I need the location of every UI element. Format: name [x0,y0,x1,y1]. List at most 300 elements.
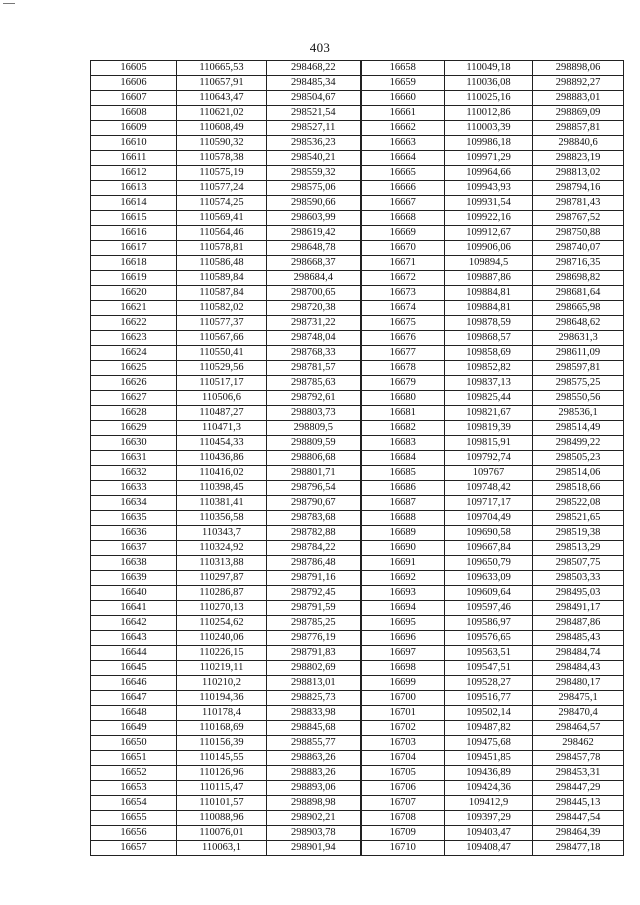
point-number-cell: 16654 [91,796,177,811]
x-coordinate-cell: 109667,84 [445,541,533,556]
coordinates-table-body [91,61,624,856]
y-coordinate-cell: 298648,78 [267,241,361,256]
point-number-cell: 16642 [91,616,177,631]
x-coordinate-cell: 110586,48 [177,256,267,271]
y-coordinate-cell: 298684,4 [267,271,361,286]
x-coordinate-cell: 110529,56 [177,361,267,376]
point-number-cell: 16617 [91,241,177,256]
y-coordinate-cell: 298477,18 [533,841,624,856]
table-row [91,751,624,766]
point-number-cell: 16622 [91,316,177,331]
x-coordinate-cell: 110254,62 [177,616,267,631]
table-row [91,601,624,616]
y-coordinate-cell: 298499,22 [533,436,624,451]
y-coordinate-cell: 298447,29 [533,781,624,796]
x-coordinate-cell: 110577,37 [177,316,267,331]
point-number-cell: 16668 [361,211,445,226]
point-number-cell: 16641 [91,601,177,616]
y-coordinate-cell: 298786,48 [267,556,361,571]
x-coordinate-cell: 109964,66 [445,166,533,181]
table-row [91,106,624,121]
x-coordinate-cell: 109397,29 [445,811,533,826]
table-row [91,781,624,796]
x-coordinate-cell: 109748,42 [445,481,533,496]
x-coordinate-cell: 109475,68 [445,736,533,751]
table-row [91,511,624,526]
point-number-cell: 16660 [361,91,445,106]
point-number-cell: 16687 [361,496,445,511]
y-coordinate-cell: 298792,61 [267,391,361,406]
point-number-cell: 16644 [91,646,177,661]
point-number-cell: 16683 [361,436,445,451]
y-coordinate-cell: 298590,66 [267,196,361,211]
y-coordinate-cell: 298783,68 [267,511,361,526]
point-number-cell: 16618 [91,256,177,271]
point-number-cell: 16649 [91,721,177,736]
y-coordinate-cell: 298487,86 [533,616,624,631]
y-coordinate-cell: 298898,06 [533,61,624,76]
x-coordinate-cell: 109704,49 [445,511,533,526]
table-row [91,496,624,511]
point-number-cell: 16684 [361,451,445,466]
point-number-cell: 16610 [91,136,177,151]
table-row [91,391,624,406]
y-coordinate-cell: 298768,33 [267,346,361,361]
table-row [91,526,624,541]
table-row [91,796,624,811]
x-coordinate-cell: 110049,18 [445,61,533,76]
y-coordinate-cell: 298484,74 [533,646,624,661]
y-coordinate-cell: 298791,16 [267,571,361,586]
x-coordinate-cell: 110454,33 [177,436,267,451]
y-coordinate-cell: 298464,39 [533,826,624,841]
point-number-cell: 16663 [361,136,445,151]
x-coordinate-cell: 110226,15 [177,646,267,661]
y-coordinate-cell: 298536,23 [267,136,361,151]
point-number-cell: 16697 [361,646,445,661]
y-coordinate-cell: 298801,71 [267,466,361,481]
table-row [91,376,624,391]
x-coordinate-cell: 109868,57 [445,331,533,346]
y-coordinate-cell: 298796,54 [267,481,361,496]
point-number-cell: 16682 [361,421,445,436]
y-coordinate-cell: 298648,62 [533,316,624,331]
y-coordinate-cell: 298503,33 [533,571,624,586]
point-number-cell: 16658 [361,61,445,76]
y-coordinate-cell: 298559,32 [267,166,361,181]
y-coordinate-cell: 298462 [533,736,624,751]
point-number-cell: 16611 [91,151,177,166]
x-coordinate-cell: 110416,02 [177,466,267,481]
table-row [91,586,624,601]
point-number-cell: 16699 [361,676,445,691]
y-coordinate-cell: 298809,5 [267,421,361,436]
x-coordinate-cell: 110608,49 [177,121,267,136]
x-coordinate-cell: 109821,67 [445,406,533,421]
table-row [91,286,624,301]
point-number-cell: 16628 [91,406,177,421]
point-number-cell: 16677 [361,346,445,361]
x-coordinate-cell: 109563,51 [445,646,533,661]
point-number-cell: 16705 [361,766,445,781]
x-coordinate-cell: 109586,97 [445,616,533,631]
y-coordinate-cell: 298611,09 [533,346,624,361]
x-coordinate-cell: 110587,84 [177,286,267,301]
point-number-cell: 16665 [361,166,445,181]
table-row [91,676,624,691]
x-coordinate-cell: 109609,64 [445,586,533,601]
x-coordinate-cell: 110219,11 [177,661,267,676]
point-number-cell: 16701 [361,706,445,721]
x-coordinate-cell: 110012,86 [445,106,533,121]
table-row [91,466,624,481]
coordinates-table [90,60,624,856]
table-row [91,811,624,826]
table-row [91,256,624,271]
x-coordinate-cell: 109436,89 [445,766,533,781]
y-coordinate-cell: 298550,56 [533,391,624,406]
point-number-cell: 16650 [91,736,177,751]
y-coordinate-cell: 298521,54 [267,106,361,121]
x-coordinate-cell: 110313,88 [177,556,267,571]
x-coordinate-cell: 109906,06 [445,241,533,256]
point-number-cell: 16708 [361,811,445,826]
x-coordinate-cell: 109576,65 [445,631,533,646]
x-coordinate-cell: 109717,17 [445,496,533,511]
y-coordinate-cell: 298903,78 [267,826,361,841]
table-row [91,706,624,721]
y-coordinate-cell: 298794,16 [533,181,624,196]
x-coordinate-cell: 110436,86 [177,451,267,466]
point-number-cell: 16709 [361,826,445,841]
y-coordinate-cell: 298863,26 [267,751,361,766]
y-coordinate-cell: 298514,49 [533,421,624,436]
y-coordinate-cell: 298785,25 [267,616,361,631]
y-coordinate-cell: 298716,35 [533,256,624,271]
x-coordinate-cell: 110487,27 [177,406,267,421]
y-coordinate-cell: 298464,57 [533,721,624,736]
point-number-cell: 16633 [91,481,177,496]
y-coordinate-cell: 298447,54 [533,811,624,826]
x-coordinate-cell: 109943,93 [445,181,533,196]
point-number-cell: 16706 [361,781,445,796]
x-coordinate-cell: 110569,41 [177,211,267,226]
point-number-cell: 16671 [361,256,445,271]
y-coordinate-cell: 298720,38 [267,301,361,316]
x-coordinate-cell: 110471,3 [177,421,267,436]
point-number-cell: 16696 [361,631,445,646]
x-coordinate-cell: 110665,53 [177,61,267,76]
x-coordinate-cell: 110643,47 [177,91,267,106]
point-number-cell: 16646 [91,676,177,691]
point-number-cell: 16700 [361,691,445,706]
x-coordinate-cell: 109887,86 [445,271,533,286]
point-number-cell: 16676 [361,331,445,346]
y-coordinate-cell: 298603,99 [267,211,361,226]
y-coordinate-cell: 298485,34 [267,76,361,91]
table-row [91,421,624,436]
y-coordinate-cell: 298575,25 [533,376,624,391]
x-coordinate-cell: 110657,91 [177,76,267,91]
y-coordinate-cell: 298619,42 [267,226,361,241]
x-coordinate-cell: 110578,81 [177,241,267,256]
table-row [91,181,624,196]
table-row [91,346,624,361]
x-coordinate-cell: 110589,84 [177,271,267,286]
y-coordinate-cell: 298823,19 [533,151,624,166]
table-row [91,631,624,646]
x-coordinate-cell: 110297,87 [177,571,267,586]
x-coordinate-cell: 110590,32 [177,136,267,151]
scan-corner-mark [3,3,15,4]
point-number-cell: 16632 [91,466,177,481]
x-coordinate-cell: 109424,36 [445,781,533,796]
y-coordinate-cell: 298748,04 [267,331,361,346]
y-coordinate-cell: 298518,66 [533,481,624,496]
y-coordinate-cell: 298791,59 [267,601,361,616]
y-coordinate-cell: 298597,81 [533,361,624,376]
table-row [91,226,624,241]
point-number-cell: 16645 [91,661,177,676]
y-coordinate-cell: 298750,88 [533,226,624,241]
point-number-cell: 16703 [361,736,445,751]
point-number-cell: 16672 [361,271,445,286]
x-coordinate-cell: 109878,59 [445,316,533,331]
point-number-cell: 16639 [91,571,177,586]
y-coordinate-cell: 298740,07 [533,241,624,256]
point-number-cell: 16686 [361,481,445,496]
x-coordinate-cell: 110381,41 [177,496,267,511]
y-coordinate-cell: 298803,73 [267,406,361,421]
point-number-cell: 16669 [361,226,445,241]
x-coordinate-cell: 109858,69 [445,346,533,361]
x-coordinate-cell: 110025,16 [445,91,533,106]
y-coordinate-cell: 298540,21 [267,151,361,166]
point-number-cell: 16656 [91,826,177,841]
point-number-cell: 16637 [91,541,177,556]
table-row [91,361,624,376]
y-coordinate-cell: 298527,11 [267,121,361,136]
point-number-cell: 16615 [91,211,177,226]
x-coordinate-cell: 110324,92 [177,541,267,556]
table-row [91,121,624,136]
point-number-cell: 16688 [361,511,445,526]
point-number-cell: 16621 [91,301,177,316]
y-coordinate-cell: 298698,82 [533,271,624,286]
x-coordinate-cell: 109792,74 [445,451,533,466]
point-number-cell: 16661 [361,106,445,121]
table-row [91,691,624,706]
x-coordinate-cell: 110101,57 [177,796,267,811]
y-coordinate-cell: 298825,73 [267,691,361,706]
x-coordinate-cell: 109884,81 [445,286,533,301]
point-number-cell: 16620 [91,286,177,301]
point-number-cell: 16616 [91,226,177,241]
y-coordinate-cell: 298485,43 [533,631,624,646]
x-coordinate-cell: 110115,47 [177,781,267,796]
y-coordinate-cell: 298453,31 [533,766,624,781]
y-coordinate-cell: 298809,59 [267,436,361,451]
x-coordinate-cell: 109516,77 [445,691,533,706]
x-coordinate-cell: 109894,5 [445,256,533,271]
x-coordinate-cell: 109912,67 [445,226,533,241]
y-coordinate-cell: 298833,98 [267,706,361,721]
x-coordinate-cell: 110286,87 [177,586,267,601]
point-number-cell: 16667 [361,196,445,211]
point-number-cell: 16680 [361,391,445,406]
point-number-cell: 16670 [361,241,445,256]
point-number-cell: 16606 [91,76,177,91]
point-number-cell: 16673 [361,286,445,301]
table-row [91,436,624,451]
point-number-cell: 16693 [361,586,445,601]
point-number-cell: 16698 [361,661,445,676]
table-row [91,91,624,106]
x-coordinate-cell: 110088,96 [177,811,267,826]
point-number-cell: 16674 [361,301,445,316]
y-coordinate-cell: 298507,75 [533,556,624,571]
point-number-cell: 16605 [91,61,177,76]
x-coordinate-cell: 109487,82 [445,721,533,736]
x-coordinate-cell: 109825,44 [445,391,533,406]
x-coordinate-cell: 109597,46 [445,601,533,616]
y-coordinate-cell: 298665,98 [533,301,624,316]
x-coordinate-cell: 110063,1 [177,841,267,856]
table-row [91,196,624,211]
x-coordinate-cell: 110356,58 [177,511,267,526]
point-number-cell: 16624 [91,346,177,361]
x-coordinate-cell: 110621,02 [177,106,267,121]
point-number-cell: 16653 [91,781,177,796]
x-coordinate-cell: 109451,85 [445,751,533,766]
page-number: 403 [309,40,331,55]
x-coordinate-cell: 110240,06 [177,631,267,646]
x-coordinate-cell: 109547,51 [445,661,533,676]
y-coordinate-cell: 298514,06 [533,466,624,481]
x-coordinate-cell: 109767 [445,466,533,481]
y-coordinate-cell: 298781,57 [267,361,361,376]
point-number-cell: 16662 [361,121,445,136]
y-coordinate-cell: 298475,1 [533,691,624,706]
y-coordinate-cell: 298785,63 [267,376,361,391]
x-coordinate-cell: 110567,66 [177,331,267,346]
table-row [91,301,624,316]
point-number-cell: 16608 [91,106,177,121]
y-coordinate-cell: 298901,94 [267,841,361,856]
y-coordinate-cell: 298491,17 [533,601,624,616]
x-coordinate-cell: 109815,91 [445,436,533,451]
y-coordinate-cell: 298575,06 [267,181,361,196]
x-coordinate-cell: 109633,09 [445,571,533,586]
x-coordinate-cell: 110178,4 [177,706,267,721]
point-number-cell: 16692 [361,571,445,586]
point-number-cell: 16648 [91,706,177,721]
point-number-cell: 16631 [91,451,177,466]
point-number-cell: 16664 [361,151,445,166]
point-number-cell: 16614 [91,196,177,211]
point-number-cell: 16690 [361,541,445,556]
point-number-cell: 16685 [361,466,445,481]
point-number-cell: 16640 [91,586,177,601]
point-number-cell: 16630 [91,436,177,451]
x-coordinate-cell: 110156,39 [177,736,267,751]
x-coordinate-cell: 109528,27 [445,676,533,691]
point-number-cell: 16651 [91,751,177,766]
y-coordinate-cell: 298883,26 [267,766,361,781]
x-coordinate-cell: 110270,13 [177,601,267,616]
x-coordinate-cell: 110398,45 [177,481,267,496]
x-coordinate-cell: 109852,82 [445,361,533,376]
y-coordinate-cell: 298468,22 [267,61,361,76]
point-number-cell: 16704 [361,751,445,766]
table-row [91,211,624,226]
table-row [91,331,624,346]
point-number-cell: 16655 [91,811,177,826]
y-coordinate-cell: 298522,08 [533,496,624,511]
y-coordinate-cell: 298898,98 [267,796,361,811]
y-coordinate-cell: 298495,03 [533,586,624,601]
y-coordinate-cell: 298767,52 [533,211,624,226]
table-row [91,481,624,496]
y-coordinate-cell: 298521,65 [533,511,624,526]
x-coordinate-cell: 110564,46 [177,226,267,241]
point-number-cell: 16647 [91,691,177,706]
point-number-cell: 16675 [361,316,445,331]
table-row [91,556,624,571]
point-number-cell: 16710 [361,841,445,856]
x-coordinate-cell: 109502,14 [445,706,533,721]
y-coordinate-cell: 298782,88 [267,526,361,541]
y-coordinate-cell: 298813,01 [267,676,361,691]
y-coordinate-cell: 298791,83 [267,646,361,661]
point-number-cell: 16678 [361,361,445,376]
x-coordinate-cell: 110550,41 [177,346,267,361]
x-coordinate-cell: 110577,24 [177,181,267,196]
table-row [91,841,624,856]
table-row [91,766,624,781]
y-coordinate-cell: 298668,37 [267,256,361,271]
x-coordinate-cell: 109819,39 [445,421,533,436]
y-coordinate-cell: 298792,45 [267,586,361,601]
x-coordinate-cell: 110168,69 [177,721,267,736]
y-coordinate-cell: 298781,43 [533,196,624,211]
y-coordinate-cell: 298845,68 [267,721,361,736]
table-row [91,646,624,661]
point-number-cell: 16627 [91,391,177,406]
x-coordinate-cell: 110574,25 [177,196,267,211]
y-coordinate-cell: 298883,01 [533,91,624,106]
point-number-cell: 16679 [361,376,445,391]
table-row [91,151,624,166]
y-coordinate-cell: 298505,23 [533,451,624,466]
y-coordinate-cell: 298806,68 [267,451,361,466]
y-coordinate-cell: 298536,1 [533,406,624,421]
table-row [91,571,624,586]
point-number-cell: 16613 [91,181,177,196]
y-coordinate-cell: 298631,3 [533,331,624,346]
y-coordinate-cell: 298893,06 [267,781,361,796]
point-number-cell: 16657 [91,841,177,856]
point-number-cell: 16636 [91,526,177,541]
x-coordinate-cell: 110343,7 [177,526,267,541]
point-number-cell: 16634 [91,496,177,511]
table-row [91,826,624,841]
point-number-cell: 16638 [91,556,177,571]
y-coordinate-cell: 298457,78 [533,751,624,766]
point-number-cell: 16659 [361,76,445,91]
table-row [91,136,624,151]
y-coordinate-cell: 298784,22 [267,541,361,556]
